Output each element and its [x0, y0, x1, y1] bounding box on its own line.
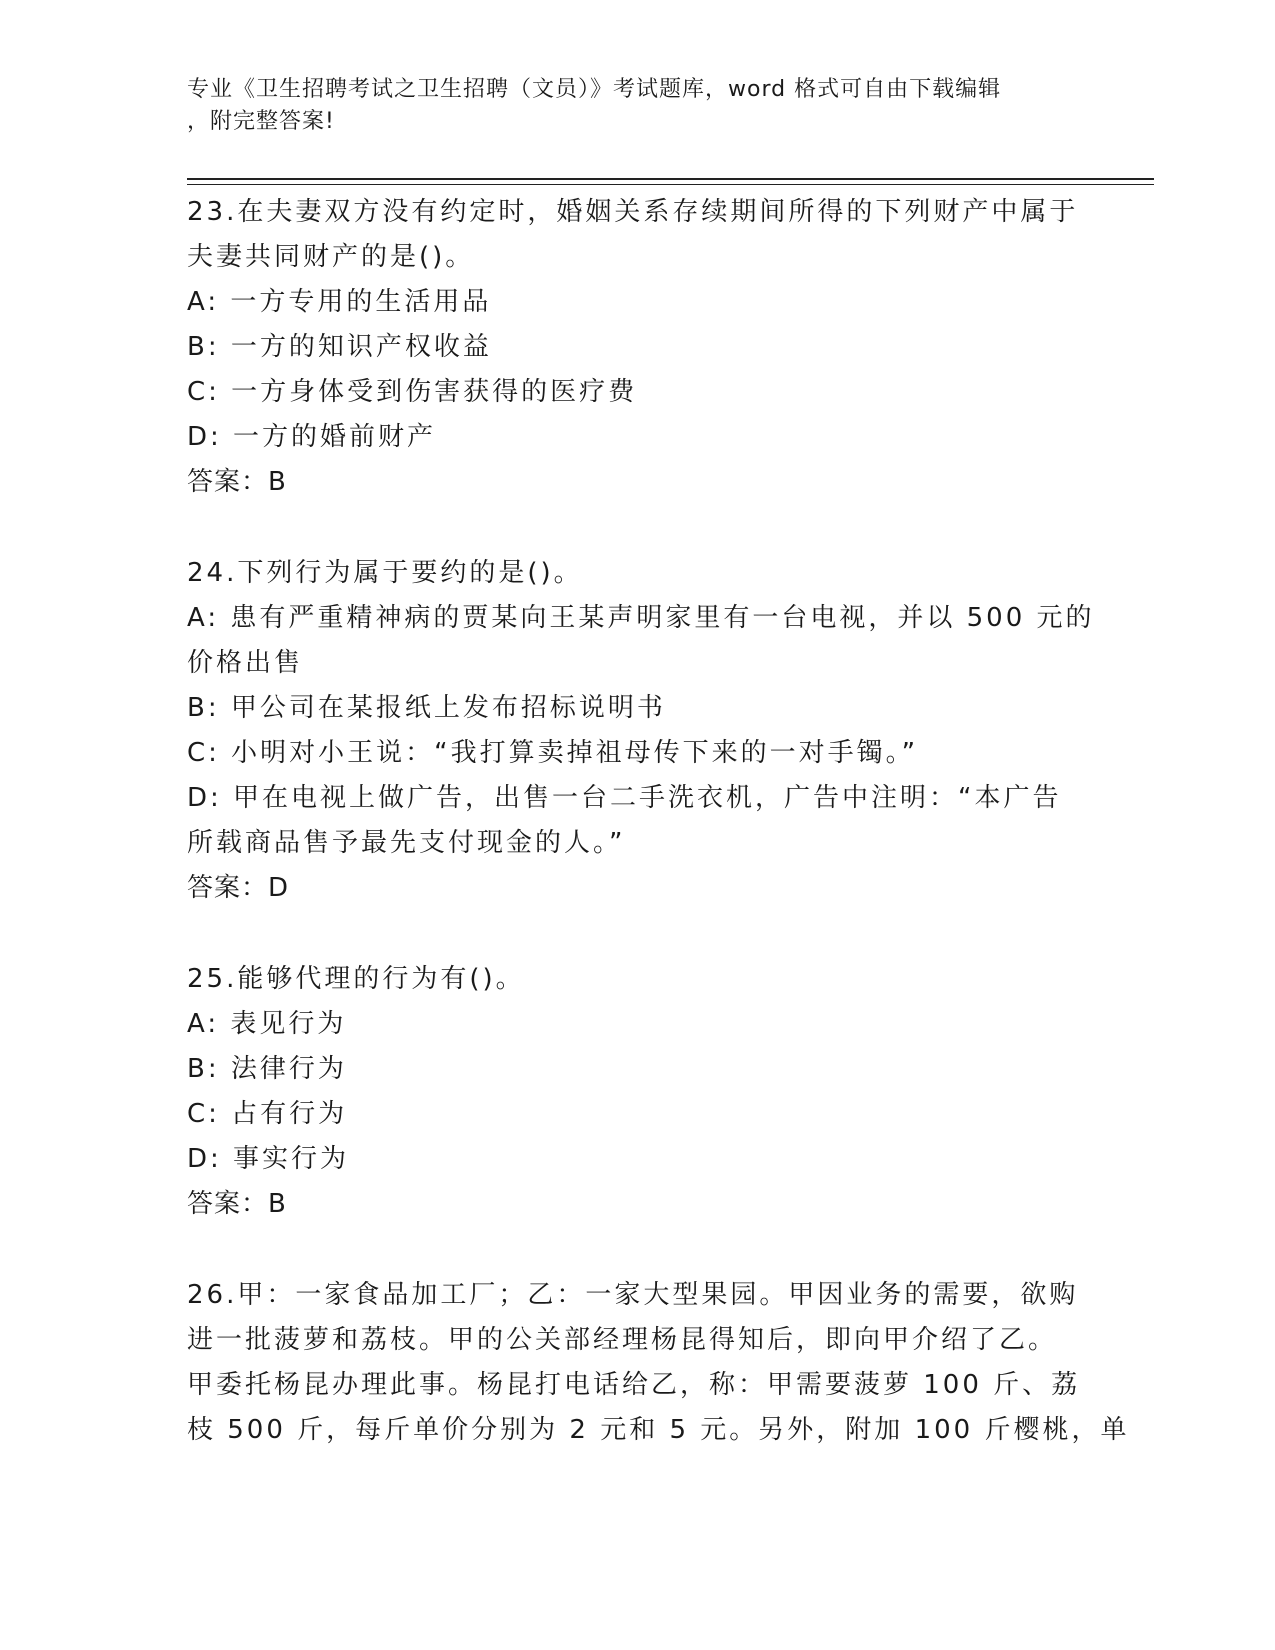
document-header	[187, 74, 1067, 138]
header-divider-thin	[187, 184, 1154, 185]
question-24	[187, 551, 1095, 911]
question-stem-line: 23.在夫妻双方没有约定时，婚姻关系存续期间所得的下列财产中属于	[187, 197, 1079, 227]
question-list	[187, 190, 1130, 1453]
option-b: B: 甲公司在某报纸上发布招标说明书	[187, 693, 666, 723]
question-stem-line: 夫妻共同财产的是()。	[187, 242, 475, 272]
answer-label: 答案：B	[187, 467, 287, 497]
question-stem-line: 进一批菠萝和荔枝。甲的公关部经理杨昆得知后，即向甲介绍了乙。	[187, 1325, 1058, 1355]
question-stem-line: 25.能够代理的行为有()。	[187, 964, 525, 994]
option-a-continued: 价格出售	[187, 648, 304, 678]
option-d-continued: 所载商品售予最先支付现金的人。”	[187, 828, 626, 858]
option-c: C: 一方身体受到伤害获得的医疗费	[187, 377, 638, 407]
header-line-1: 专业《卫生招聘考试之卫生招聘（文员）》考试题库，word 格式可自由下载编辑	[187, 77, 1002, 102]
question-stem-line: 26.甲：一家食品加工厂；乙：一家大型果园。甲因业务的需要，欲购	[187, 1280, 1079, 1310]
option-b: B: 一方的知识产权收益	[187, 332, 492, 362]
question-25	[187, 957, 1087, 1227]
header-line-2: ，附完整答案!	[187, 109, 335, 134]
option-c: C: 小明对小王说：“我打算卖掉祖母传下来的一对手镯。”	[187, 738, 919, 768]
question-26	[187, 1273, 1130, 1453]
header-divider-thick	[187, 178, 1154, 180]
question-23	[187, 190, 1087, 505]
option-a: A: 患有严重精神病的贾某向王某声明家里有一台电视，并以 500 元的	[187, 603, 1095, 633]
option-c: C: 占有行为	[187, 1099, 348, 1129]
answer-label: 答案：B	[187, 1189, 287, 1219]
option-d: D: 甲在电视上做广告，出售一台二手洗衣机，广告中注明：“本广告	[187, 783, 1062, 813]
option-a: A: 一方专用的生活用品	[187, 287, 492, 317]
option-a: A: 表见行为	[187, 1009, 347, 1039]
option-d: D: 事实行为	[187, 1144, 350, 1174]
question-stem-line: 枝 500 斤，每斤单价分别为 2 元和 5 元。另外，附加 100 斤樱桃，单	[187, 1415, 1130, 1445]
option-d: D: 一方的婚前财产	[187, 422, 437, 452]
question-stem-line: 甲委托杨昆办理此事。杨昆打电话给乙，称：甲需要菠萝 100 斤、荔	[187, 1370, 1081, 1400]
answer-label: 答案：D	[187, 873, 290, 903]
question-stem-line: 24.下列行为属于要约的是()。	[187, 558, 583, 588]
option-b: B: 法律行为	[187, 1054, 347, 1084]
